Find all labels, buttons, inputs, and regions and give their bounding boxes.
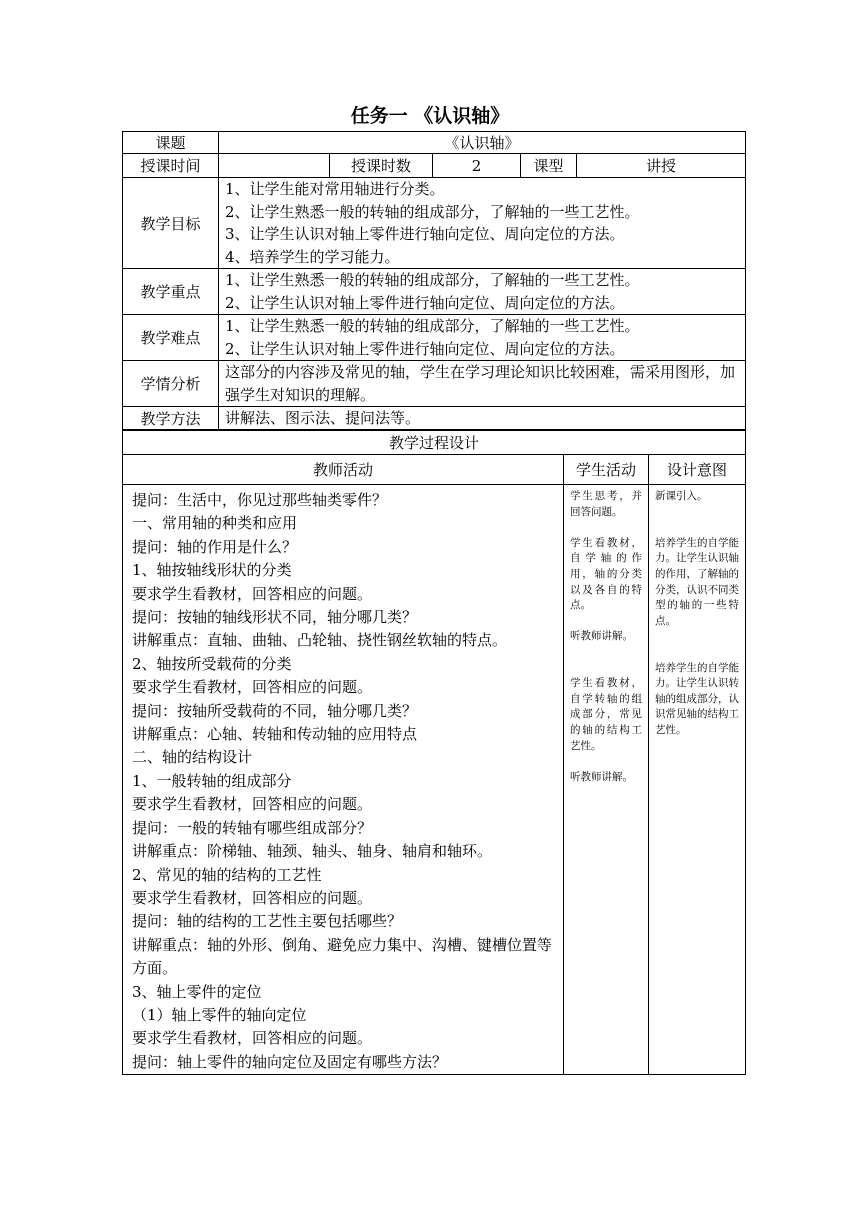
course-value: 《认识轴》 — [219, 132, 746, 154]
teacher-line: 2、轴按所受载荷的分类 — [132, 654, 292, 673]
student-note: 听教师讲解。 — [570, 770, 633, 783]
teacher-line: 二、轴的结构设计 — [132, 748, 253, 767]
teacher-line: 讲解重点：阶梯轴、轴颈、轴头、轴身、轴肩和轴环。 — [132, 842, 493, 861]
goals-label: 教学目标 — [123, 178, 219, 269]
analysis-text: 这部分的内容涉及常见的轴，学生在学习理论知识比较困难，需采用图形，加强学生对知识的理解。 — [225, 363, 736, 404]
difficulties-cell — [219, 315, 746, 361]
teacher-line: 提问：轴上零件的轴向定位及固定有哪些方法？ — [132, 1052, 448, 1071]
process-section-title: 教学过程设计 — [123, 430, 746, 455]
difficulty-item: 1、让学生熟悉一般的转轴的组成部分，了解轴的一些工艺性。 — [225, 317, 640, 335]
teacher-line: 提问：一般的转轴有哪些组成部分？ — [132, 818, 373, 837]
teacher-line: 提问：按轴所受载荷的不同，轴分哪几类？ — [132, 701, 418, 720]
teacher-line: 1、轴按轴线形状的分类 — [132, 561, 292, 580]
key-point-item: 1、让学生熟悉一般的转轴的组成部分，了解轴的一些工艺性。 — [225, 271, 640, 289]
analysis-label: 学情分析 — [123, 361, 219, 407]
teacher-line: 要求学生看教材，回答相应的问题。 — [132, 1029, 373, 1048]
teacher-activity-header: 教师活动 — [123, 455, 564, 485]
teacher-activity-cell — [123, 485, 564, 1075]
goal-item: 4、培养学生的学习能力。 — [225, 247, 400, 266]
intent-note: 新课引入。 — [655, 490, 708, 502]
intent-note: 培养学生的自学能力。让学生认识轴的作用，了解轴的分类，认识不同类型的轴的一些特点。 — [655, 536, 740, 627]
teacher-line: 讲解重点：心轴、转轴和传动轴的应用特点 — [132, 725, 418, 744]
teacher-line: 要求学生看教材，回答相应的问题。 — [132, 584, 373, 603]
analysis-cell — [219, 361, 746, 407]
teacher-line: 提问：轴的结构的工艺性主要包括哪些？ — [132, 912, 403, 931]
teacher-line: 讲解重点：直轴、曲轴、凸轮轴、挠性钢丝软轴的特点。 — [132, 631, 508, 650]
method-value: 讲解法、图示法、提问法等。 — [219, 407, 746, 431]
key-points-cell — [219, 269, 746, 315]
teacher-line: 要求学生看教材，回答相应的问题。 — [132, 795, 373, 814]
student-note: 学生看教材，自学转轴的组成部分，常见的轴的结构工艺性。 — [570, 677, 642, 752]
difficulty-item: 2、让学生认识对轴上零件进行轴向定位、周向定位的方法。 — [225, 339, 625, 358]
teacher-line: 要求学生看教材，回答相应的问题。 — [132, 888, 373, 907]
teacher-line: 讲解重点：轴的外形、倒角、避免应力集中、沟槽、键槽位置等方面。 — [132, 935, 553, 978]
student-note: 听教师讲解。 — [570, 630, 633, 643]
type-value: 讲授 — [577, 154, 746, 178]
goal-item: 3、让学生认识对轴上零件进行轴向定位、周向定位的方法。 — [225, 225, 625, 243]
teacher-line: 2、常见的轴的结构的工艺性 — [132, 865, 322, 884]
teaching-process-table — [122, 429, 746, 1075]
hours-value: 2 — [433, 154, 521, 178]
teacher-line: （1）轴上零件的轴向定位 — [132, 1005, 307, 1024]
key-point-item: 2、让学生认识对轴上零件进行轴向定位、周向定位的方法。 — [225, 293, 625, 312]
hours-label: 授课时数 — [330, 154, 433, 178]
type-label: 课型 — [521, 154, 577, 178]
teacher-line: 提问：轴的作用是什么？ — [132, 537, 298, 556]
time-label: 授课时间 — [123, 154, 219, 178]
intent-note: 培养学生的自学能力。让学生认识转轴的组成部分，认识常见轴的结构工艺性。 — [655, 661, 740, 736]
goals-cell — [219, 178, 746, 269]
teacher-line: 1、一般转轴的组成部分 — [132, 771, 292, 790]
teacher-line: 提问：生活中，你见过那些轴类零件？ — [132, 491, 388, 509]
difficulties-label: 教学难点 — [123, 315, 219, 361]
time-value — [219, 154, 330, 178]
page-title: 任务一 《认识轴》 — [350, 105, 510, 127]
student-activity-cell — [564, 485, 649, 1075]
teacher-line: 3、轴上零件的定位 — [132, 982, 262, 1001]
goal-item: 1、让学生能对常用轴进行分类。 — [225, 180, 445, 198]
teacher-line: 提问：按轴的轴线形状不同，轴分哪几类？ — [132, 608, 418, 627]
student-activity-header: 学生活动 — [564, 455, 649, 485]
goal-item: 2、让学生熟悉一般的转轴的组成部分，了解轴的一些工艺性。 — [225, 202, 640, 221]
method-label: 教学方法 — [123, 407, 219, 431]
design-intent-cell — [649, 485, 746, 1075]
lesson-info-table — [122, 131, 746, 431]
key-points-label: 教学重点 — [123, 269, 219, 315]
student-note: 学生看教材，自学轴的作用，轴的分类以及各自的特点。 — [570, 536, 642, 612]
teacher-line: 一、常用轴的种类和应用 — [132, 514, 298, 533]
course-label: 课题 — [123, 132, 219, 154]
student-note: 学生思考，并回答问题。 — [570, 490, 642, 518]
design-intent-header: 设计意图 — [649, 455, 746, 485]
teacher-line: 要求学生看教材，回答相应的问题。 — [132, 678, 373, 697]
